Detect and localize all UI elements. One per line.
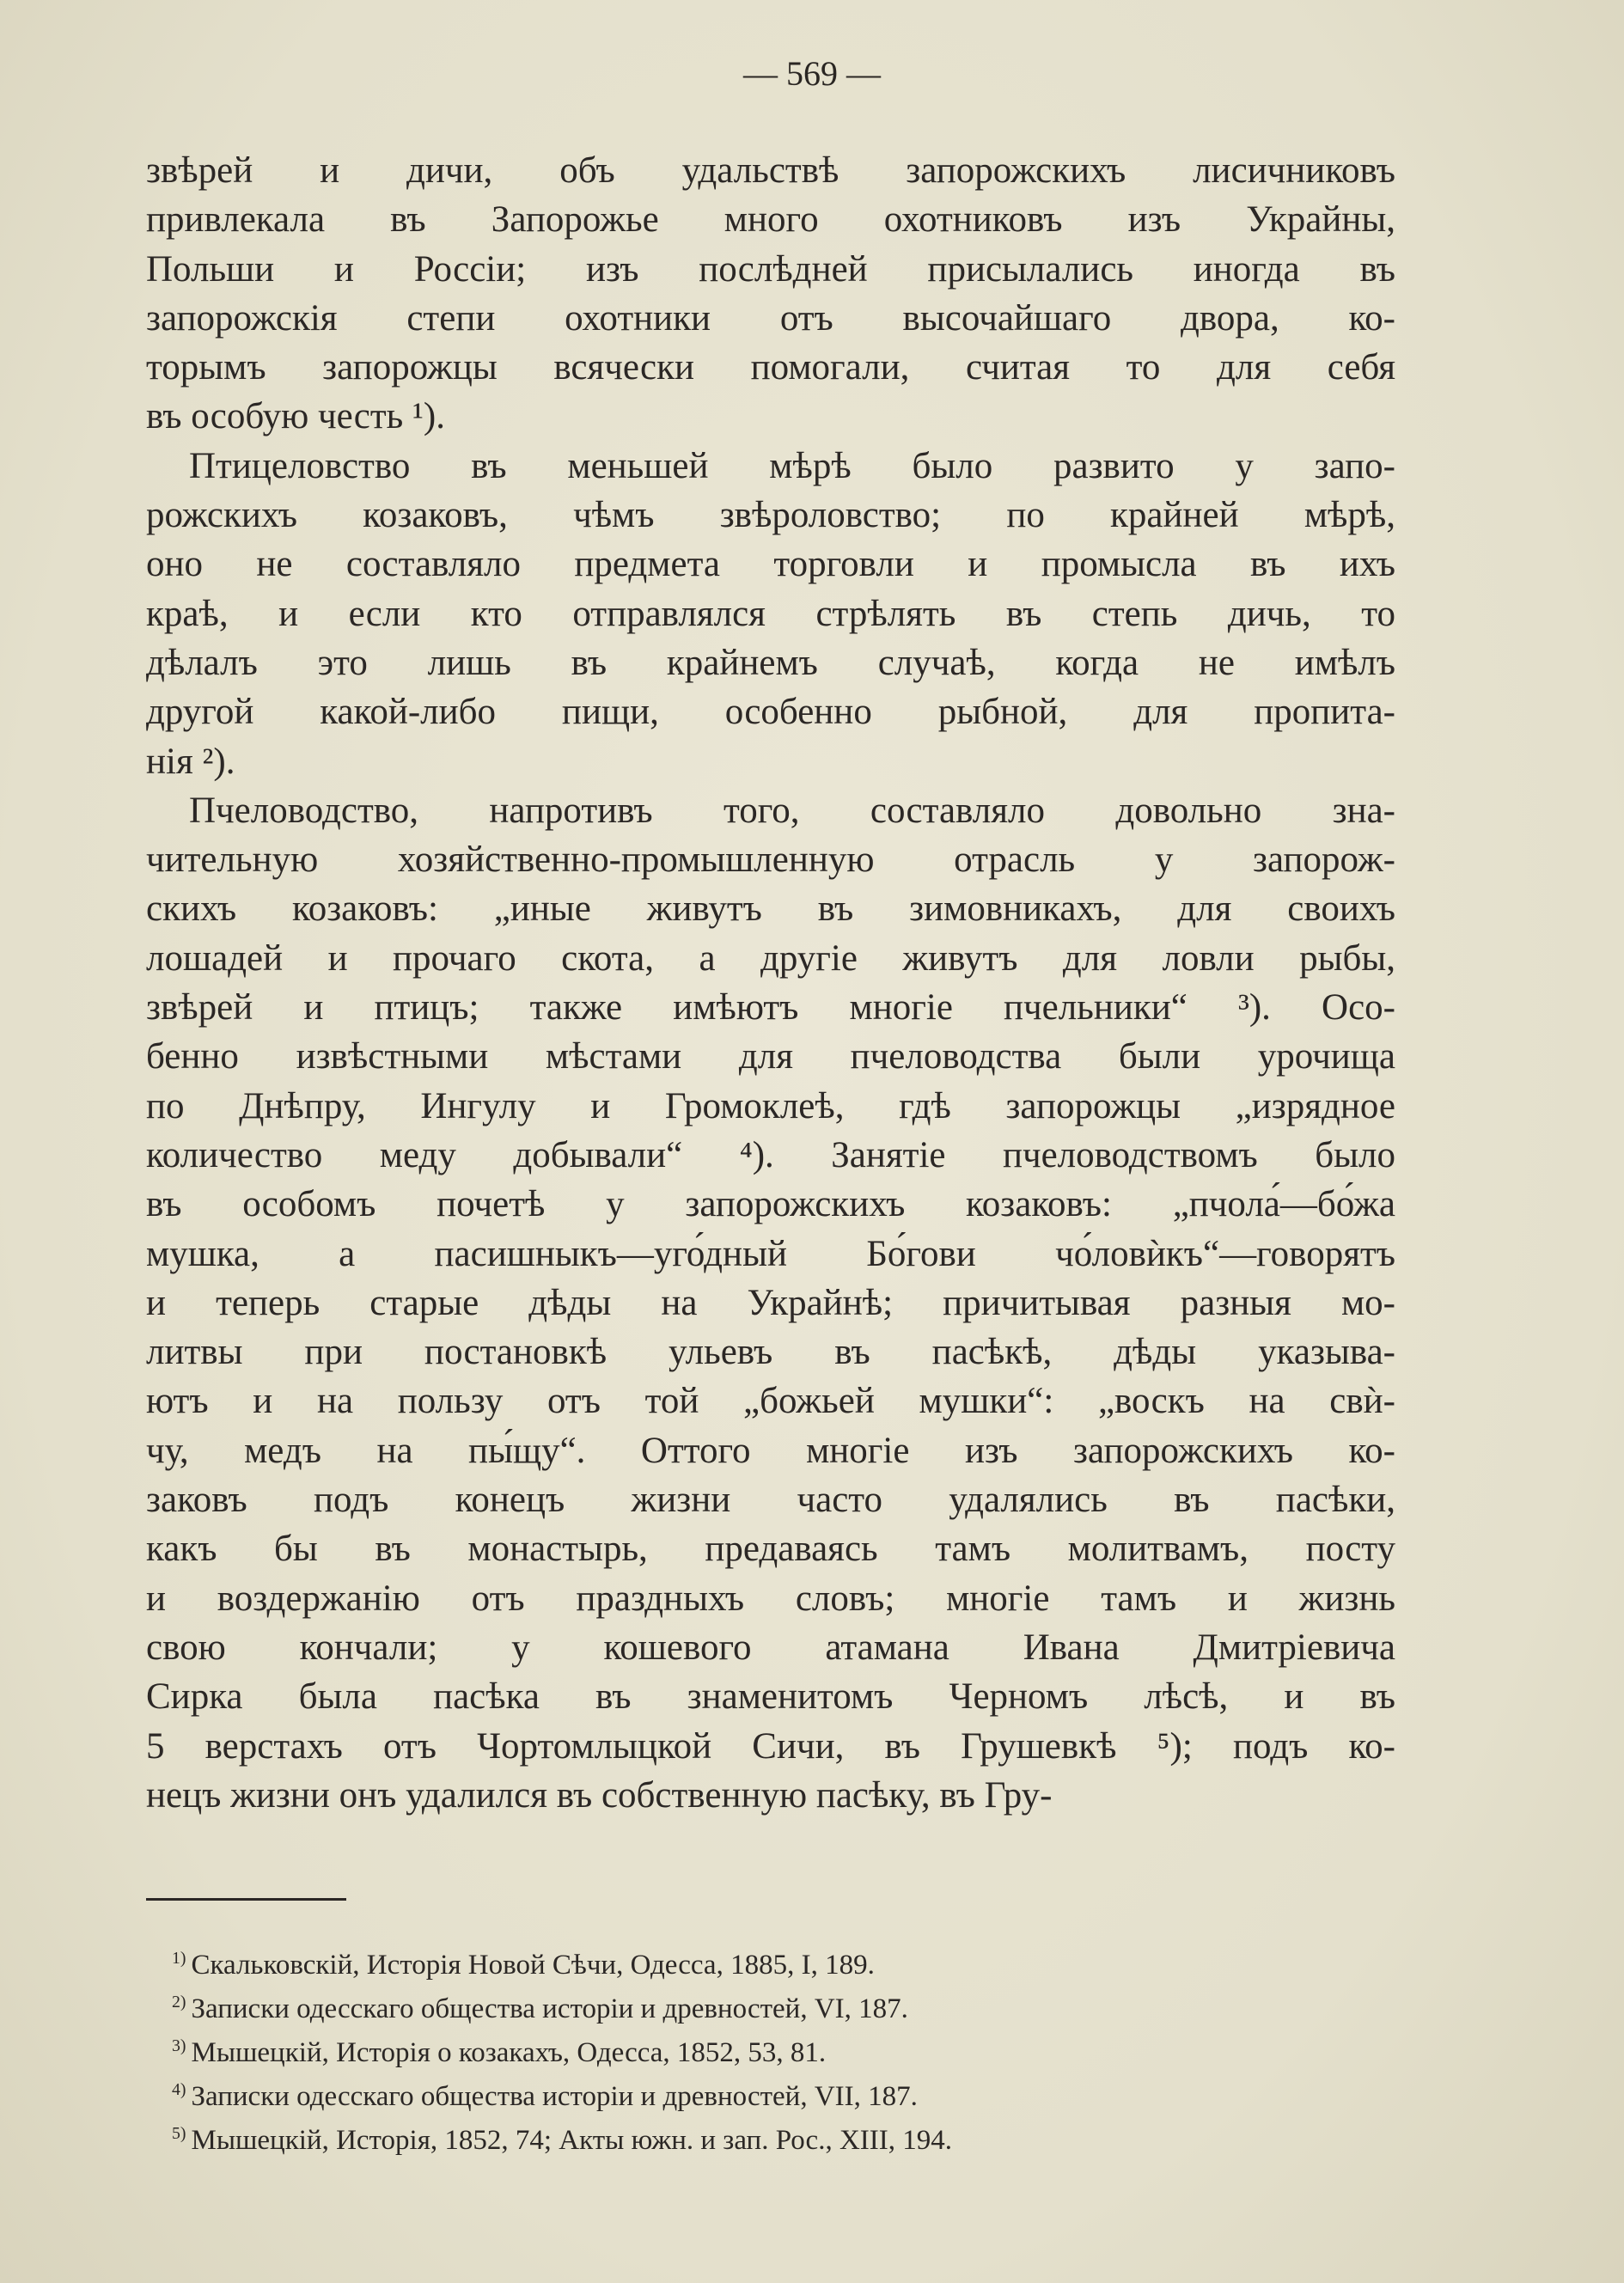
text-line: какъ бы въ монастырь, предаваясь тамъ молитвамъ, посту [146, 1529, 1395, 1570]
footnote-mark: 4) [172, 2080, 186, 2099]
text-line: и теперь старые дѣды на Украйнѣ; причитывая разныя мо- [146, 1282, 1395, 1323]
footnote-mark: 1) [172, 1949, 186, 1968]
text-line: нія ²). [146, 741, 235, 782]
text-line: свою кончали; у кошевого атамана Ивана Дмитріевича [146, 1627, 1395, 1668]
footnote [172, 2119, 1375, 2163]
text-line: звѣрей и дичи, объ удальствѣ запорожскихъ лисичниковъ [146, 150, 1395, 191]
footnote [172, 1987, 1375, 2031]
text-line: мушка, а пасишныкъ—уго́дный Бо́гови чо́ловѝкъ“—говорятъ [146, 1233, 1395, 1274]
text-line: нецъ жизни онъ удалился въ собственную пасѣку, въ Гру- [146, 1774, 1053, 1816]
text-line: количество меду добывали“ ⁴). Занятіе пчеловодствомъ было [146, 1134, 1395, 1175]
footnote-mark: 2) [172, 1993, 186, 2011]
footnote-text: Записки одесскаго общества исторіи и древностей, VI, 187. [191, 1993, 908, 2024]
text-line: ютъ и на пользу отъ той „божьей мушки“: „воскъ на свѝ- [146, 1381, 1395, 1422]
text-line: краѣ, и если кто отправлялся стрѣлять въ степь дичь, то [146, 593, 1395, 634]
footnote-mark: 5) [172, 2124, 186, 2143]
footnote-text: Мышецкій, Исторія о козакахъ, Одесса, 1852, 53, 81. [191, 2037, 827, 2068]
text-line: лошадей и прочаго скота, а другіе живутъ для ловли рыбы, [146, 937, 1395, 979]
text-line: Пчеловодство, напротивъ того, составляло довольно зна- [189, 790, 1395, 831]
footnote [172, 1944, 1375, 1987]
body-text [146, 146, 1395, 1820]
footnote [172, 2075, 1375, 2119]
text-line: бенно извѣстными мѣстами для пчеловодства были урочища [146, 1036, 1395, 1077]
text-line: привлекала въ Запорожье много охотниковъ изъ Украйны, [146, 199, 1395, 241]
text-line: по Днѣпру, Ингулу и Громоклеѣ, гдѣ запорожцы „изрядное [146, 1085, 1395, 1126]
text-line: въ особую честь ¹). [146, 396, 445, 437]
text-line: въ особомъ почетѣ у запорожскихъ козаковъ: „пчола́—бо́жа [146, 1184, 1395, 1225]
text-line: Сирка была пасѣка въ знаменитомъ Черномъ лѣсѣ, и въ [146, 1676, 1395, 1718]
text-line: рожскихъ козаковъ, чѣмъ звѣроловство; по крайней мѣрѣ, [146, 495, 1395, 536]
text-line: заковъ подъ конецъ жизни часто удалялись въ пасѣки, [146, 1480, 1395, 1521]
text-line: Птицеловство въ меньшей мѣрѣ было развито у запо- [189, 445, 1395, 486]
text-line: оно не составляло предмета торговли и промысла въ ихъ [146, 544, 1395, 585]
text-line: Польши и Россіи; изъ послѣдней присылались иногда въ [146, 248, 1395, 290]
footnote-text: Мышецкій, Исторія, 1852, 74; Акты южн. и зап. Рос., XIII, 194. [191, 2125, 952, 2156]
footnotes [172, 1944, 1375, 2163]
footnote-separator [146, 1898, 346, 1901]
text-line: 5 верстахъ отъ Чортомлыцкой Сичи, въ Грушевкѣ ⁵); подъ ко- [146, 1725, 1395, 1767]
text-line: литвы при постановкѣ ульевъ въ пасѣкѣ, дѣды указыва- [146, 1332, 1395, 1373]
text-line: скихъ козаковъ: „иные живутъ въ зимовникахъ, для своихъ [146, 888, 1395, 930]
text-line: торымъ запорожцы всячески помогали, считая то для себя [146, 347, 1395, 388]
footnote-text: Записки одесскаго общества исторіи и древностей, VII, 187. [191, 2081, 918, 2112]
text-line: звѣрей и птицъ; также имѣютъ многіе пчельники“ ³). Осо- [146, 987, 1395, 1029]
page-number: — 569 — [743, 54, 881, 93]
text-line: и воздержанію отъ праздныхъ словъ; многіе тамъ и жизнь [146, 1578, 1395, 1619]
text-line: дѣлалъ это лишь въ крайнемъ случаѣ, когда не имѣлъ [146, 642, 1395, 683]
text-line: чительную хозяйственно-промышленную отрасль у запорож- [146, 839, 1395, 881]
footnote-text: Скальковскій, Исторія Новой Сѣчи, Одесса, 1885, I, 189. [191, 1950, 875, 1981]
text-line: другой какой-либо пищи, особенно рыбной, для пропита- [146, 692, 1395, 733]
text-line: запорожскія степи охотники отъ высочайшаго двора, ко- [146, 297, 1395, 339]
text-line: чу, медъ на пы́щу“. Оттого многіе изъ запорожскихъ ко- [146, 1430, 1395, 1471]
footnote [172, 2031, 1375, 2075]
footnote-mark: 3) [172, 2036, 186, 2055]
